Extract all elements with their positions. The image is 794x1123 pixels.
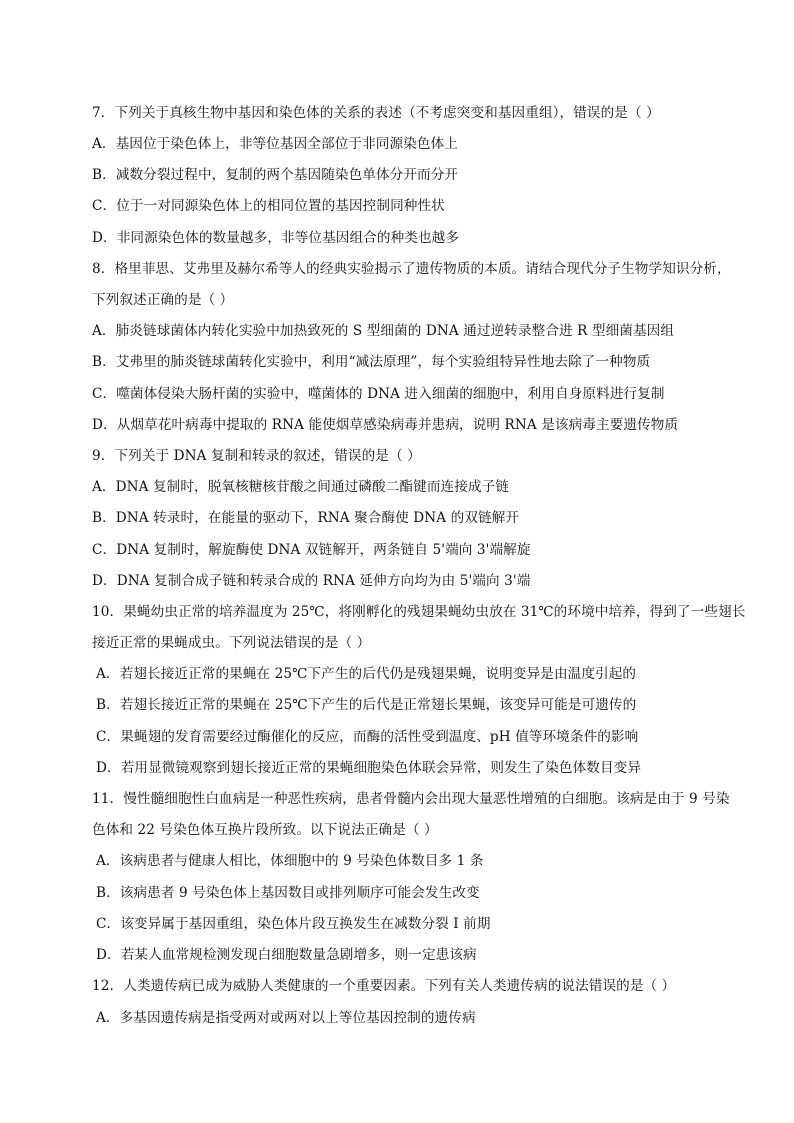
- question-11-stem-line-1: 11．慢性髓细胞性白血病是一种恶性疾病，患者骨髓内会出现大量恶性增殖的白细胞。该病是由于 9 号染: [92, 791, 730, 807]
- question-8-option-b: B．艾弗里的肺炎链球菌转化实验中，利用“减法原理”，每个实验组特异性地去除了一种物质: [92, 354, 651, 370]
- question-8-option-d: D．从烟草花叶病毒中提取的 RNA 能使烟草感染病毒并患病，说明 RNA 是该病毒主要遗传物质: [92, 417, 679, 433]
- question-10-option-c: C．果蝇翅的发育需要经过酶催化的反应，而酶的活性受到温度、pH 值等环境条件的影响: [96, 729, 639, 745]
- question-12-stem: 12．人类遗传病已成为威胁人类健康的一个重要因素。下列有关人类遗传病的说法错误的是（ ）: [92, 978, 676, 994]
- question-12-option-a: A．多基因遗传病是指受两对或两对以上等位基因控制的遗传病: [96, 1010, 476, 1026]
- question-9-option-b: B．DNA 转录时，在能量的驱动下，RNA 聚合酶使 DNA 的双链解开: [92, 510, 520, 526]
- question-7-option-c: C．位于一对同源染色体上的相同位置的基因控制同种性状: [92, 198, 445, 214]
- question-9-stem: 9．下列关于 DNA 复制和转录的叙述，错误的是（ ）: [92, 448, 421, 464]
- question-8-option-a: A．肺炎链球菌体内转化实验中加热致死的 S 型细菌的 DNA 通过逆转录整合进 R 型细菌基因组: [92, 323, 675, 339]
- question-10-stem-line-2: 接近正常的果蝇成虫。下列说法错误的是（ ）: [92, 635, 371, 651]
- question-10-option-b: B．若翅长接近正常的果蝇在 25℃下产生的后代是正常翅长果蝇，该变异可能是可遗传的: [96, 697, 637, 713]
- question-11-option-c: C．该变异属于基因重组，染色体片段互换发生在减数分裂 I 前期: [96, 916, 491, 932]
- question-7-option-d: D．非同源染色体的数量越多，非等位基因组合的种类也越多: [92, 230, 460, 246]
- question-9-option-d: D．DNA 复制合成子链和转录合成的 RNA 延伸方向均为由 5'端向 3'端: [92, 573, 531, 589]
- question-11-option-d: D．若某人血常规检测发现白细胞数量急剧增多，则一定患该病: [96, 947, 477, 963]
- question-7-option-b: B．减数分裂过程中，复制的两个基因随染色单体分开而分开: [92, 167, 459, 183]
- question-11-option-a: A．该病患者与健康人相比，体细胞中的 9 号染色体数目多 1 条: [96, 853, 484, 869]
- question-10-option-d: D．若用显微镜观察到翅长接近正常的果蝇细胞染色体联会异常，则发生了染色体数目变异: [96, 760, 642, 776]
- question-11-stem-line-2: 色体和 22 号染色体互换片段所致。以下说法正确是（ ）: [92, 822, 438, 838]
- question-8-option-c: C．噬菌体侵染大肠杆菌的实验中，噬菌体的 DNA 进入细菌的细胞中，利用自身原料进行复制: [92, 386, 665, 402]
- question-10-stem-line-1: 10．果蝇幼虫正常的培养温度为 25℃，将刚孵化的残翅果蝇幼虫放在 31℃的环境中培养，得到了一些翅长: [92, 604, 746, 620]
- question-7-option-a: A．基因位于染色体上，非等位基因全部位于非同源染色体上: [92, 136, 458, 152]
- question-8-stem-line-1: 8．格里菲思、艾弗里及赫尔希等人的经典实验揭示了遗传物质的本质。请结合现代分子生物学知识分析，: [92, 261, 731, 277]
- question-7-stem: 7．下列关于真核生物中基因和染色体的关系的表述（不考虑突变和基因重组），错误的是（ ）: [92, 105, 660, 121]
- question-9-option-a: A．DNA 复制时，脱氧核糖核苷酸之间通过磷酸二酯键而连接成子链: [92, 479, 509, 495]
- question-9-option-c: C．DNA 复制时，解旋酶使 DNA 双链解开，两条链自 5'端向 3'端解旋: [92, 542, 531, 558]
- question-8-stem-line-2: 下列叙述正确的是（ ）: [92, 292, 234, 308]
- question-10-option-a: A．若翅长接近正常的果蝇在 25℃下产生的后代仍是残翅果蝇，说明变异是由温度引起的: [96, 666, 637, 682]
- question-11-option-b: B．该病患者 9 号染色体上基因数目或排列顺序可能会发生改变: [96, 885, 480, 901]
